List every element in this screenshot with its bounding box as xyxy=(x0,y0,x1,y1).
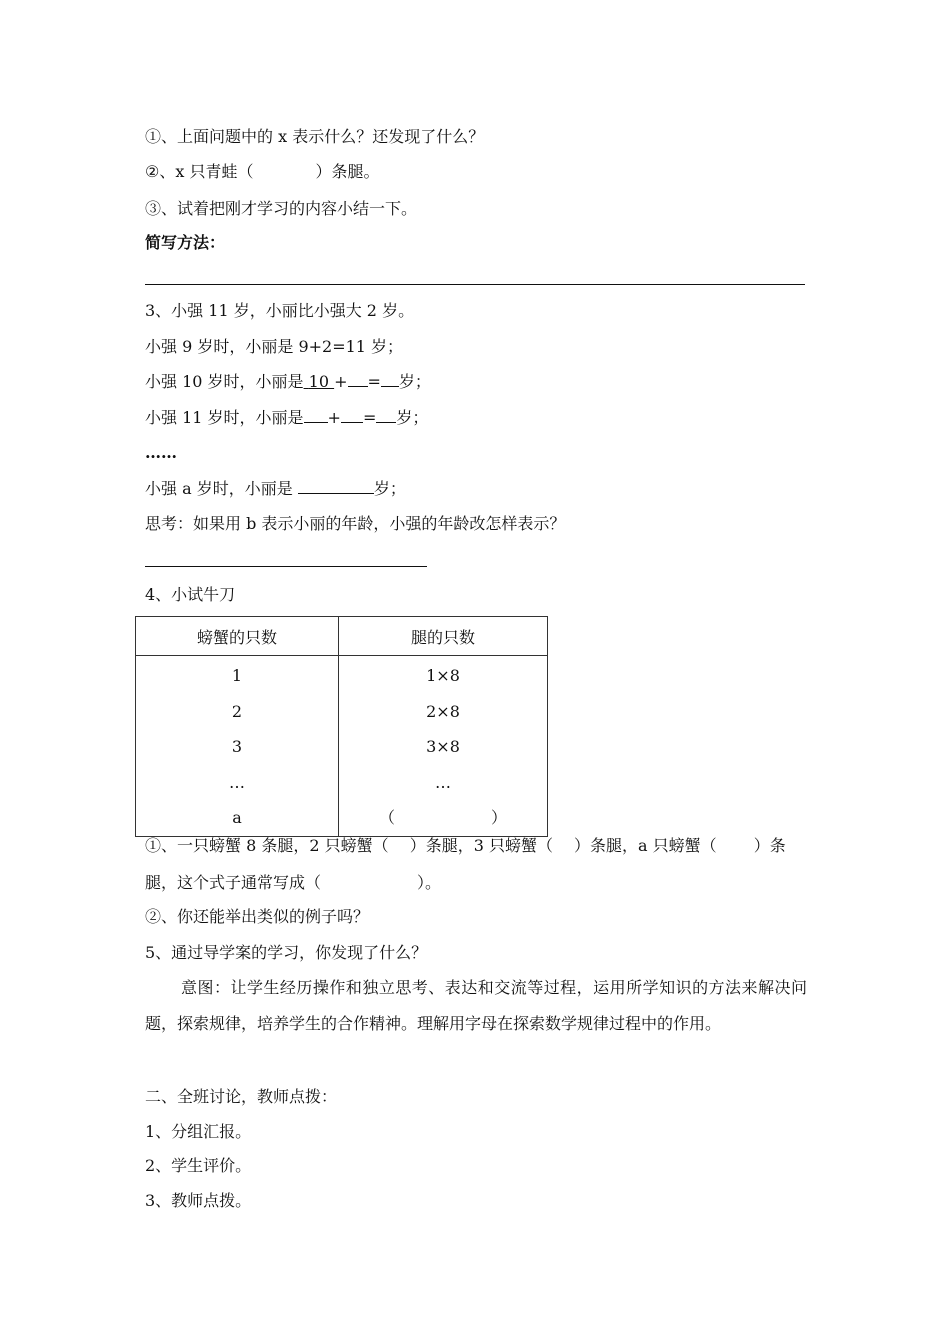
crab-legs-table xyxy=(135,616,548,837)
blank xyxy=(348,372,368,387)
blank xyxy=(341,408,363,423)
leg-count-column: 1×8 2×8 3×8 … （ ） xyxy=(339,656,548,837)
section3-title: 3、小强 11 岁，小丽比小强大 2 岁。 xyxy=(145,301,415,320)
section3-line3: 小强 11 岁时，小丽是 + = 岁； xyxy=(145,408,429,427)
section4-q1-line1: ①、一只螃蟹 8 条腿，2 只螃蟹（ ）条腿，3 只螃蟹（ ）条腿，a 只螃蟹（ ）条 xyxy=(145,836,786,855)
method-label: 简写方法： xyxy=(145,233,226,252)
crab-count-column: 1 2 3 … a xyxy=(136,656,339,837)
discussion-item: 2、学生评价。 xyxy=(145,1156,252,1175)
discussion-item: 3、教师点拨。 xyxy=(145,1191,252,1210)
answer-line xyxy=(145,284,805,285)
blank xyxy=(381,372,399,387)
question-x-meaning: ①、上面问题中的 x 表示什么？还发现了什么？ xyxy=(145,127,485,146)
table-header-legs: 腿的只数 xyxy=(339,617,548,656)
discussion-title: 二、全班讨论，教师点拨： xyxy=(145,1087,338,1106)
question-summary: ③、试着把刚才学习的内容小结一下。 xyxy=(145,199,418,218)
blank xyxy=(298,479,374,494)
section4-q1-line2: 腿，这个式子通常写成（ ）。 xyxy=(145,873,442,892)
section3-line1: 小强 9 岁时，小丽是 9+2=11 岁； xyxy=(145,337,404,356)
answer-line xyxy=(145,566,427,567)
blank xyxy=(304,408,328,423)
blank xyxy=(376,408,396,423)
table-header-crabs: 螃蟹的只数 xyxy=(136,617,339,656)
ellipsis: …… xyxy=(145,443,177,462)
section4-title: 4、小试牛刀 xyxy=(145,585,236,604)
filled-blank: 10 xyxy=(308,372,329,391)
section3-think: 思考：如果用 b 表示小丽的年龄，小强的年龄改怎样表示？ xyxy=(145,514,566,533)
section4-q2: ②、你还能举出类似的例子吗？ xyxy=(145,907,370,926)
discussion-item: 1、分组汇报。 xyxy=(145,1122,252,1141)
section3-line4: 小强 a 岁时，小丽是 岁； xyxy=(145,479,406,498)
section3-line2: 小强 10 岁时，小丽是 10 + = 岁； xyxy=(145,372,431,391)
intent-paragraph: 意图：让学生经历操作和独立思考、表达和交流等过程，运用所学知识的方法来解决问题，探索规律，培养学生的合作精神。理解用字母在探索数学规律过程中的作用。 xyxy=(145,978,807,1033)
question-frog-legs: ②、x 只青蛙（ ）条腿。 xyxy=(145,162,380,181)
section5-title: 5、通过导学案的学习，你发现了什么？ xyxy=(145,943,428,962)
